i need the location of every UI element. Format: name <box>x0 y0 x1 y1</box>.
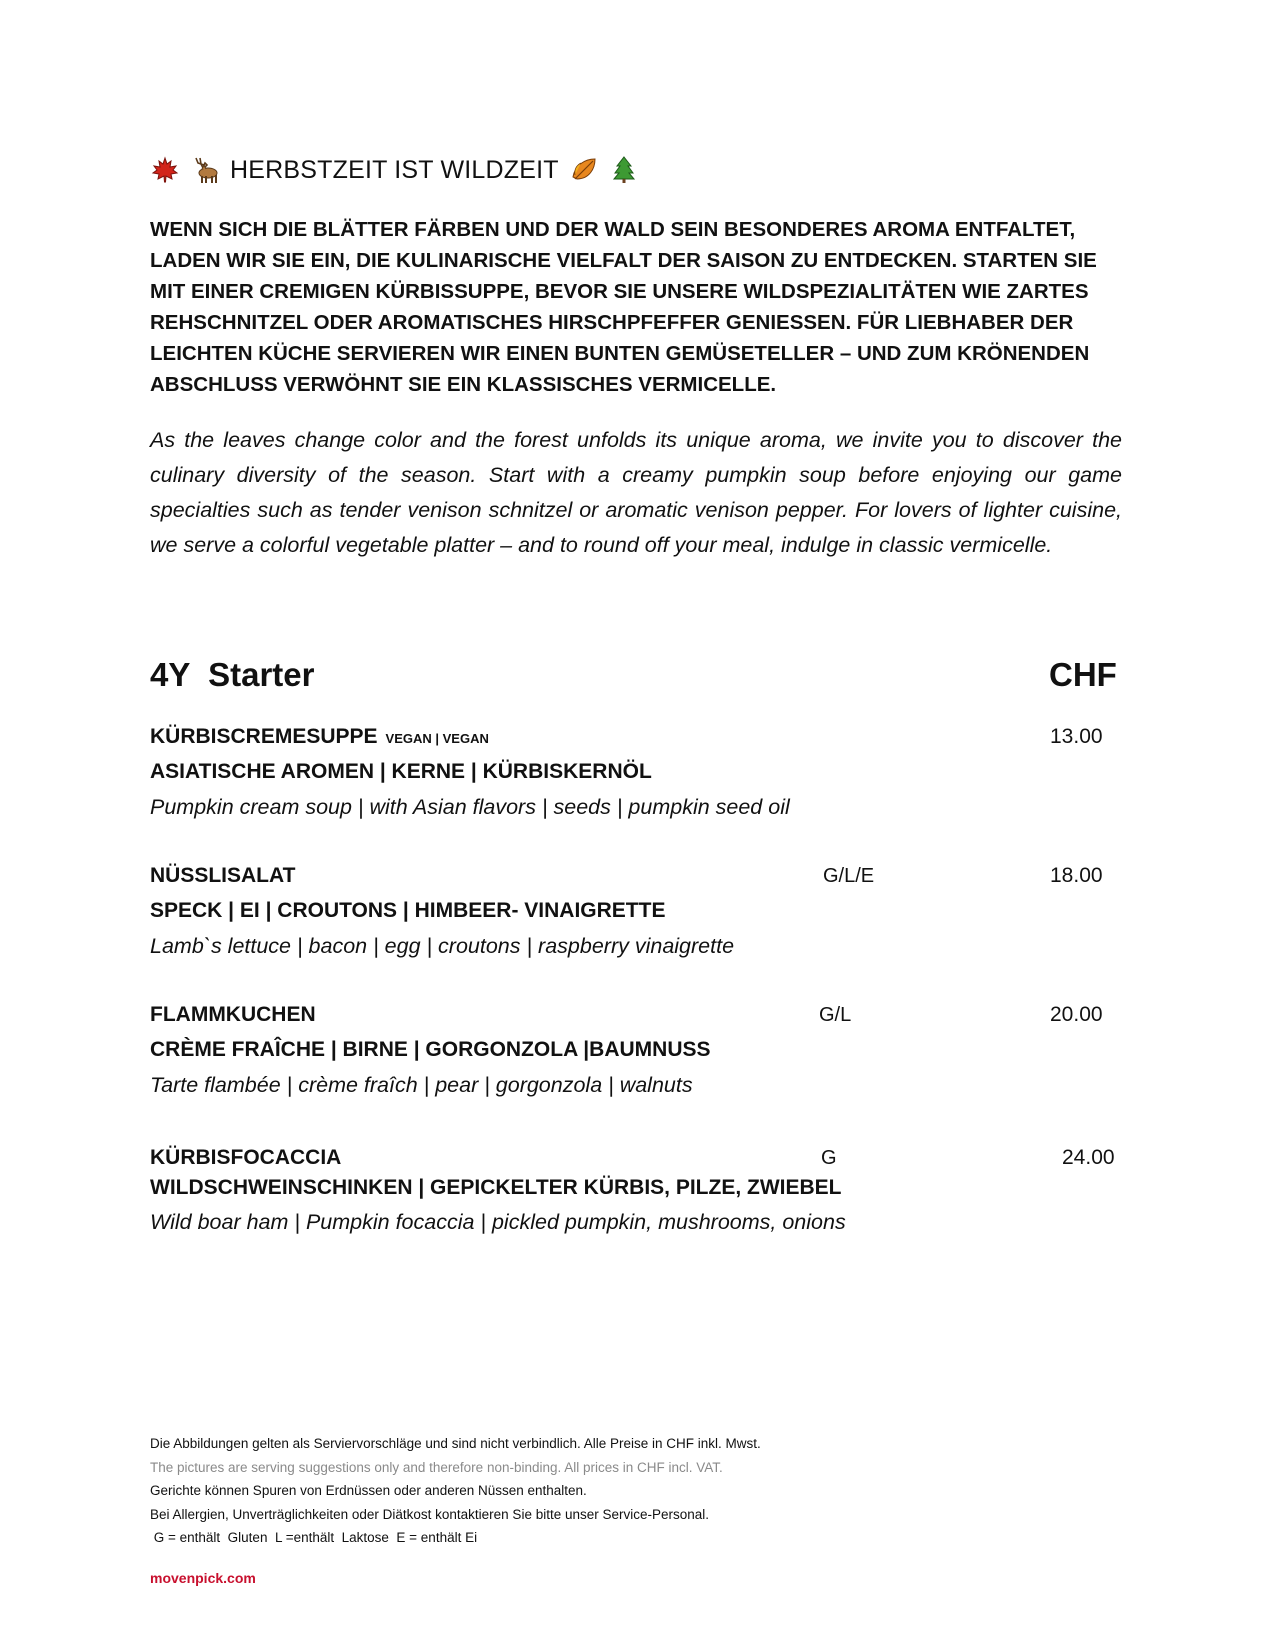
item-price: 24.00 <box>1062 1146 1115 1169</box>
item-english: Lamb`s lettuce | bacon | egg | croutons | raspberry vinaigrette <box>150 934 735 958</box>
footer-line: Die Abbildungen gelten als Serviervorschläge und sind nicht verbindlich. Alle Preise in CHF inkl. Mwst. <box>150 1436 761 1451</box>
intro-english: As the leaves change color and the forest unfolds its unique aroma, we invite you to discover the culinary diversity of the season. Start with a creamy pumpkin soup before enjoying our game specialties such as tender venison schnitzel or aromatic venison pepper. For lovers of lighter cuisine, we serve a colorful vegetable platter – and to round off your meal, indulge in classic vermicelle. <box>150 428 1122 557</box>
section-title: 4Y Starter <box>150 656 315 693</box>
intro-german-line: ABSCHLUSS VERWÖHNT SIE EIN KLASSISCHES VERMICELLE. <box>150 373 777 396</box>
fallen-leaf-icon <box>569 155 599 185</box>
item-allergens: G/L/E <box>823 865 875 887</box>
menu-item <box>150 1003 1110 1097</box>
tree-icon <box>609 155 639 185</box>
item-subtitle: CRÈME FRAÎCHE | BIRNE | GORGONZOLA |BAUMNUSS <box>150 1038 711 1061</box>
item-allergens: G/L <box>819 1004 852 1026</box>
deer-icon <box>190 155 220 185</box>
item-english: Wild boar ham | Pumpkin focaccia | pickled pumpkin, mushrooms, onions <box>150 1210 846 1234</box>
allergen-legend: G = enthält Gluten L =enthält Laktose E = enthält Ei <box>150 1530 478 1545</box>
item-name-row <box>150 725 489 749</box>
item-name: FLAMMKUCHEN <box>150 1003 316 1026</box>
intro-german-line: WENN SICH DIE BLÄTTER FÄRBEN UND DER WALD SEIN BESONDERES AROMA ENTFALTET, <box>150 218 1076 241</box>
page-header <box>150 150 639 190</box>
footer-line: Gerichte können Spuren von Erdnüssen oder anderen Nüssen enthalten. <box>150 1483 587 1498</box>
item-allergens: G <box>821 1147 837 1169</box>
intro-german <box>150 214 1125 400</box>
intro-german-line: LADEN WIR SIE EIN, DIE KULINARISCHE VIELFALT DER SAISON ZU ENTDECKEN. STARTEN SIE <box>150 249 1097 272</box>
item-subtitle: SPECK | EI | CROUTONS | HIMBEER- VINAIGRETTE <box>150 899 666 922</box>
item-price: 13.00 <box>1050 725 1103 748</box>
item-name: NÜSSLISALAT <box>150 864 296 887</box>
item-subtitle: WILDSCHWEINSCHINKEN | GEPICKELTER KÜRBIS, PILZE, ZWIEBEL <box>150 1176 842 1199</box>
footer-line: Bei Allergien, Unverträglichkeiten oder Diätkost kontaktieren Sie bitte unser Service-Personal. <box>150 1506 710 1522</box>
currency-label: CHF <box>1049 656 1117 693</box>
intro-german-line: REHSCHNITZEL ODER AROMATISCHES HIRSCHPFEFFER GENIESSEN. FÜR LIEBHABER DER <box>150 311 1074 334</box>
maple-leaf-icon <box>150 155 180 185</box>
page-title: HERBSTZEIT IST WILDZEIT <box>230 155 559 184</box>
menu-item <box>150 1146 1115 1234</box>
item-name: KÜRBISFOCACCIA <box>150 1146 342 1169</box>
item-price: 20.00 <box>1050 1003 1103 1026</box>
item-name: KÜRBISCREMESUPPE <box>150 725 378 748</box>
menu-item <box>150 725 1110 819</box>
brand-link[interactable]: movenpick.com <box>150 1570 256 1586</box>
item-subtitle: ASIATISCHE AROMEN | KERNE | KÜRBISKERNÖL <box>150 760 652 783</box>
footer-line: The pictures are serving suggestions only and therefore non-binding. All prices in CHF incl. VAT. <box>150 1459 723 1475</box>
item-tag: VEGAN | VEGAN <box>385 731 489 746</box>
item-english: Tarte flambée | crème fraîch | pear | gorgonzola | walnuts <box>150 1073 693 1097</box>
menu-item <box>150 864 1110 958</box>
item-english: Pumpkin cream soup | with Asian flavors | seeds | pumpkin seed oil <box>150 795 790 819</box>
intro-german-line: MIT EINER CREMIGEN KÜRBISSUPPE, BEVOR SIE UNSERE WILDSPEZIALITÄTEN WIE ZARTES <box>150 280 1089 303</box>
footer-notes <box>150 1432 761 1550</box>
intro-german-line: LEICHTEN KÜCHE SERVIEREN WIR EINEN BUNTEN GEMÜSETELLER – UND ZUM KRÖNENDEN <box>150 342 1090 365</box>
item-price: 18.00 <box>1050 864 1103 887</box>
